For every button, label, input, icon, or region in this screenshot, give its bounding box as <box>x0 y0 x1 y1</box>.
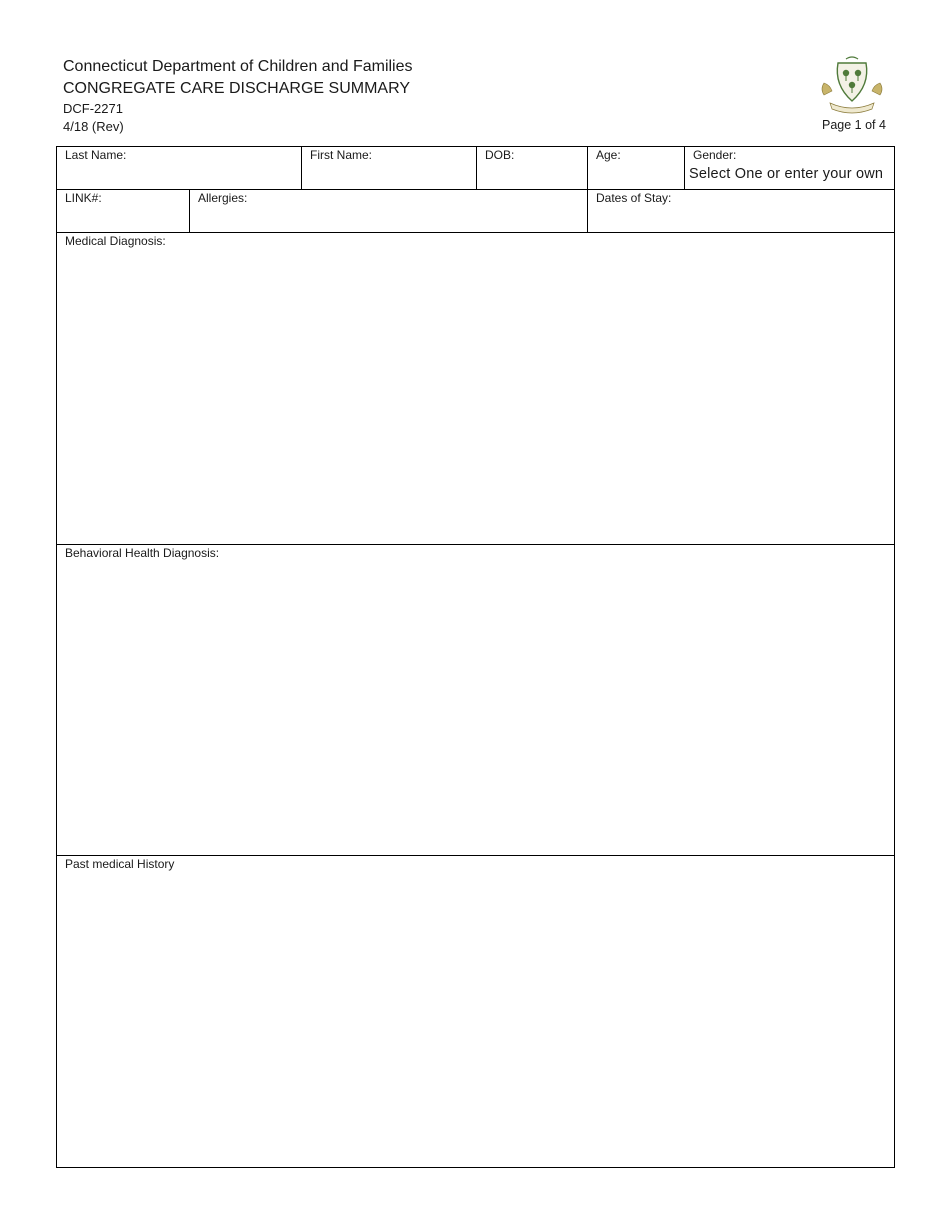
link-input[interactable] <box>57 206 189 232</box>
gender-label: Gender: <box>693 148 737 162</box>
dates-of-stay-input[interactable] <box>588 206 894 232</box>
past-medical-history-label: Past medical History <box>65 857 175 871</box>
agency-name: Connecticut Department of Children and Families <box>63 58 413 75</box>
form-revision: 4/18 (Rev) <box>63 119 124 134</box>
state-seal-icon <box>816 55 888 117</box>
gender-cell <box>684 146 895 190</box>
behavioral-health-section <box>56 544 895 856</box>
last-name-label: Last Name: <box>65 148 127 162</box>
dates-of-stay-cell <box>587 189 895 233</box>
last-name-input[interactable] <box>57 163 301 189</box>
first-name-label: First Name: <box>310 148 373 162</box>
allergies-label: Allergies: <box>198 191 248 205</box>
link-label: LINK#: <box>65 191 102 205</box>
form-title: CONGREGATE CARE DISCHARGE SUMMARY <box>63 80 411 97</box>
age-input[interactable] <box>588 163 684 189</box>
dob-label: DOB: <box>485 148 515 162</box>
page-indicator: Page 1 of 4 <box>822 118 886 132</box>
first-name-cell <box>301 146 477 190</box>
form-number: DCF-2271 <box>63 101 123 116</box>
last-name-cell <box>56 146 302 190</box>
age-cell <box>587 146 685 190</box>
behavioral-health-label: Behavioral Health Diagnosis: <box>65 546 220 560</box>
behavioral-health-textarea[interactable] <box>57 563 894 855</box>
link-cell <box>56 189 190 233</box>
gender-select[interactable]: Select One or enter your own <box>689 166 884 182</box>
medical-diagnosis-label: Medical Diagnosis: <box>65 234 166 248</box>
medical-diagnosis-section <box>56 232 895 545</box>
past-medical-history-textarea[interactable] <box>57 874 894 1167</box>
first-name-input[interactable] <box>302 163 476 189</box>
dates-of-stay-label: Dates of Stay: <box>596 191 672 205</box>
past-medical-history-section <box>56 855 895 1168</box>
dob-cell <box>476 146 588 190</box>
allergies-input[interactable] <box>190 206 587 232</box>
age-label: Age: <box>596 148 621 162</box>
dob-input[interactable] <box>477 163 587 189</box>
allergies-cell <box>189 189 588 233</box>
medical-diagnosis-textarea[interactable] <box>57 251 894 544</box>
